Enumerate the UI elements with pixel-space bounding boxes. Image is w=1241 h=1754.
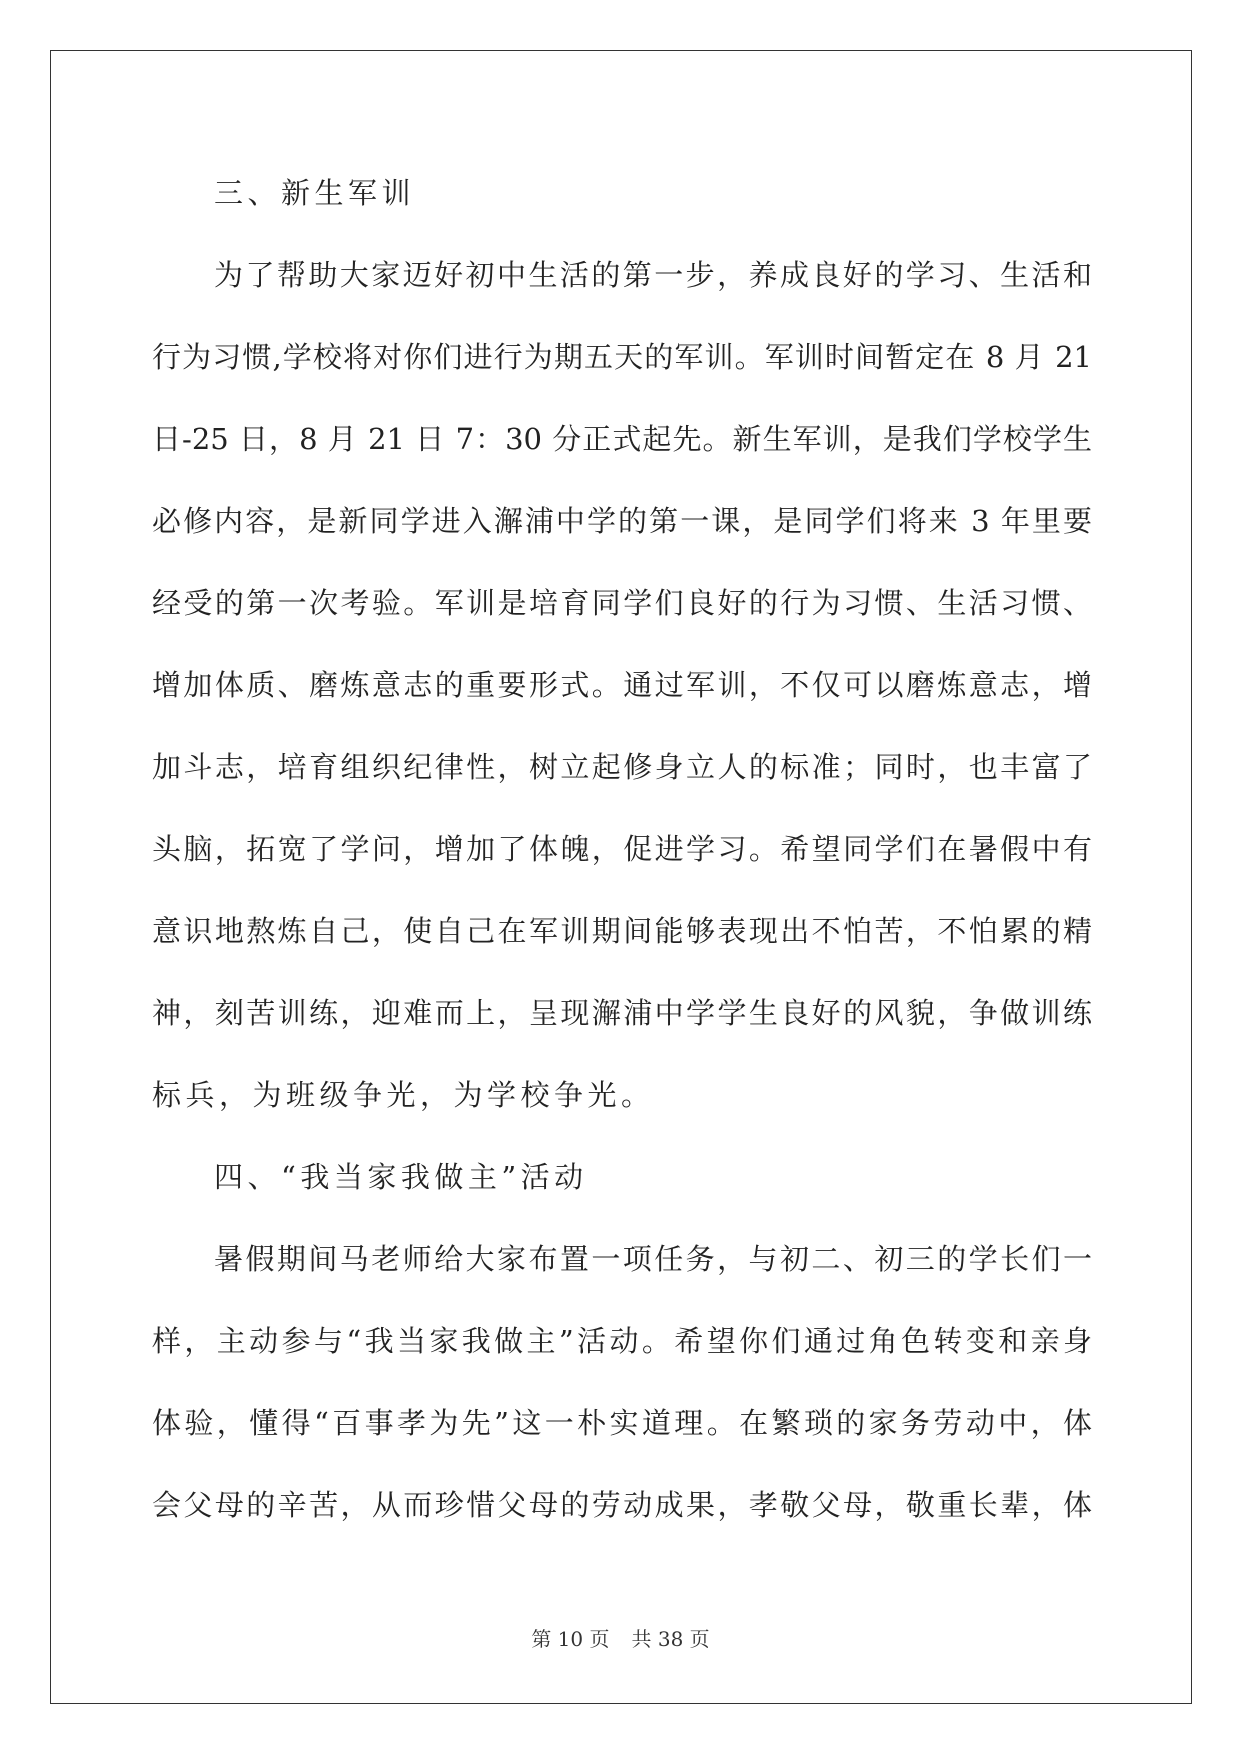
paragraph-line: 经受的第一次考验。军训是培育同学们良好的行为习惯、生活习惯、 [152, 586, 1092, 620]
paragraph-line: 神，刻苦训练，迎难而上，呈现澥浦中学学生良好的风貌，争做训练 [152, 996, 1092, 1030]
paragraph-line: 意识地熬炼自己，使自己在军训期间能够表现出不怕苦，不怕累的精 [152, 914, 1092, 948]
paragraph-line: 为了帮助大家迈好初中生活的第一步，养成良好的学习、生活和 [214, 258, 1092, 292]
section-heading: 三、新生军训 [214, 176, 416, 210]
paragraph-line: 标兵，为班级争光，为学校争光。 [152, 1078, 655, 1112]
document-body [152, 152, 1092, 1546]
paragraph-line: 必修内容，是新同学进入澥浦中学的第一课，是同学们将来 3 年里要 [152, 504, 1092, 538]
paragraph-line: 体验，懂得“百事孝为先”这一朴实道理。在繁琐的家务劳动中，体 [152, 1406, 1092, 1440]
page-total: 共 38 页 [631, 1627, 710, 1651]
paragraph-line: 会父母的辛苦，从而珍惜父母的劳动成果，孝敬父母，敬重长辈，体 [152, 1488, 1092, 1522]
paragraph-line: 行为习惯,学校将对你们进行为期五天的军训。军训时间暂定在 8 月 21 [152, 340, 1092, 374]
paragraph-line: 头脑，拓宽了学问，增加了体魄，促进学习。希望同学们在暑假中有 [152, 832, 1092, 866]
section-heading: 四、“我当家我做主”活动 [214, 1160, 588, 1194]
paragraph-line: 日-25 日，8 月 21 日 7：30 分正式起先。新生军训，是我们学校学生 [152, 422, 1092, 456]
paragraph-line: 样，主动参与“我当家我做主”活动。希望你们通过角色转变和亲身 [152, 1324, 1092, 1358]
page-number: 第 10 页 [531, 1627, 610, 1651]
page-footer [0, 1623, 1241, 1652]
paragraph-line: 增加体质、磨炼意志的重要形式。通过军训，不仅可以磨炼意志，增 [152, 668, 1092, 702]
paragraph-line: 加斗志，培育组织纪律性，树立起修身立人的标准；同时，也丰富了 [152, 750, 1092, 784]
paragraph-line: 暑假期间马老师给大家布置一项任务，与初二、初三的学长们一 [214, 1242, 1092, 1276]
